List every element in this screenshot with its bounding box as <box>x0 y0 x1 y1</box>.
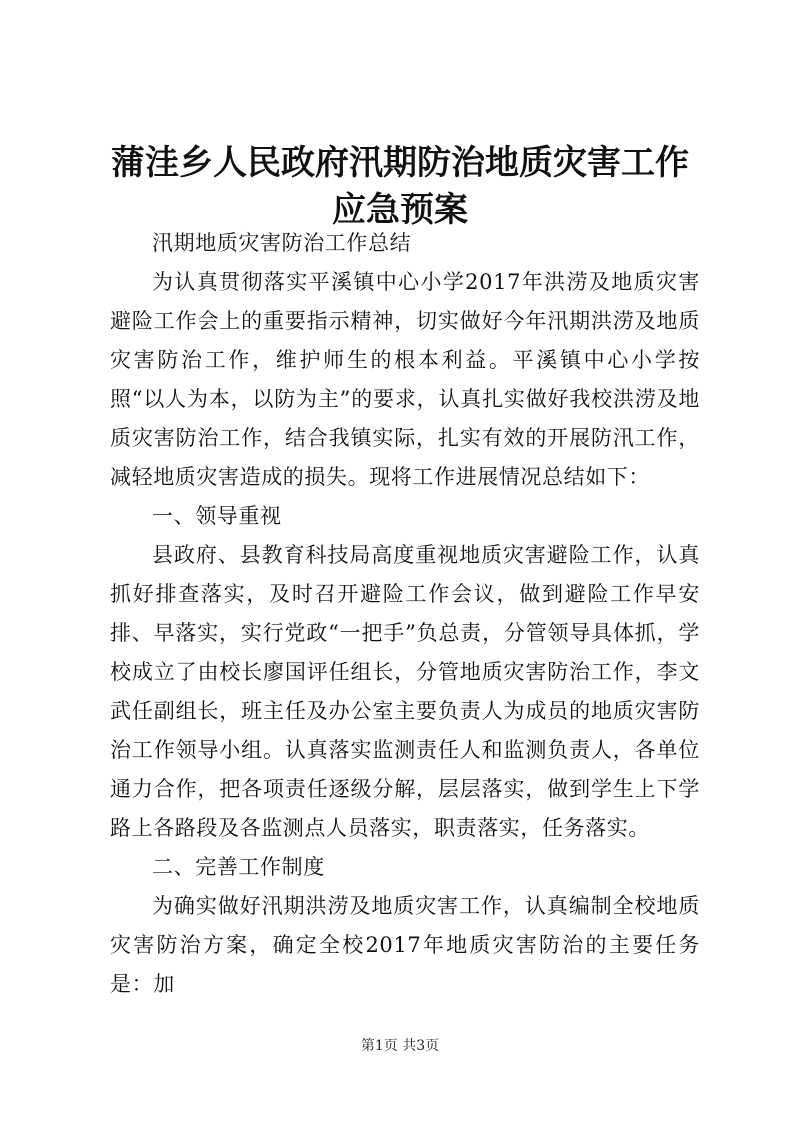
paragraph-summary-heading: 汛期地质灾害防治工作总结 <box>152 231 412 255</box>
section-heading-system: 二、完善工作制度 <box>152 855 325 879</box>
paragraph-intro: 为认真贯彻落实平溪镇中心小学2017年洪涝及地质灾害避险工作会上的重要指示精神，切实做好今年汛期洪涝及地质灾害防治工作，维护师生的根本利益。平溪镇中心小学按照“以人为本，以防为主”的要求，认真扎实做好我校洪涝及地质灾害防治工作，结合我镇实际，扎实有效的开展防汛工作，减轻地质灾害造成的损失。现将工作进展情况总结如下： <box>110 270 700 489</box>
section-heading-leadership: 一、领导重视 <box>152 504 282 528</box>
paragraph-system: 为确实做好汛期洪涝及地质灾害工作，认真编制全校地质灾害防治方案，确定全校2017年地质灾害防治的主要任务是：加 <box>110 894 700 996</box>
document-title: 蒲洼乡人民政府汛期防治地质灾害工作应急预案 <box>111 143 689 230</box>
paragraph-leadership: 县政府、县教育科技局高度重视地质灾害避险工作，认真抓好排查落实，及时召开避险工作会议，做到避险工作早安排、早落实，实行党政“一把手”负总责，分管领导具体抓，学校成立了由校长廖国评任组长，分管地质灾害防治工作，李文武任副组长，班主任及办公室主要负责人为成员的地质灾害防治工作领导小组。认真落实监测责任人和监测负责人，各单位通力合作，把各项责任逐级分解，层层落实，做到学生上下学路上各路段及各监测点人员落实，职责落实，任务落实。 <box>110 543 700 840</box>
document-body <box>110 224 700 1004</box>
page-footer: 第1页 共3页 <box>360 1038 440 1054</box>
